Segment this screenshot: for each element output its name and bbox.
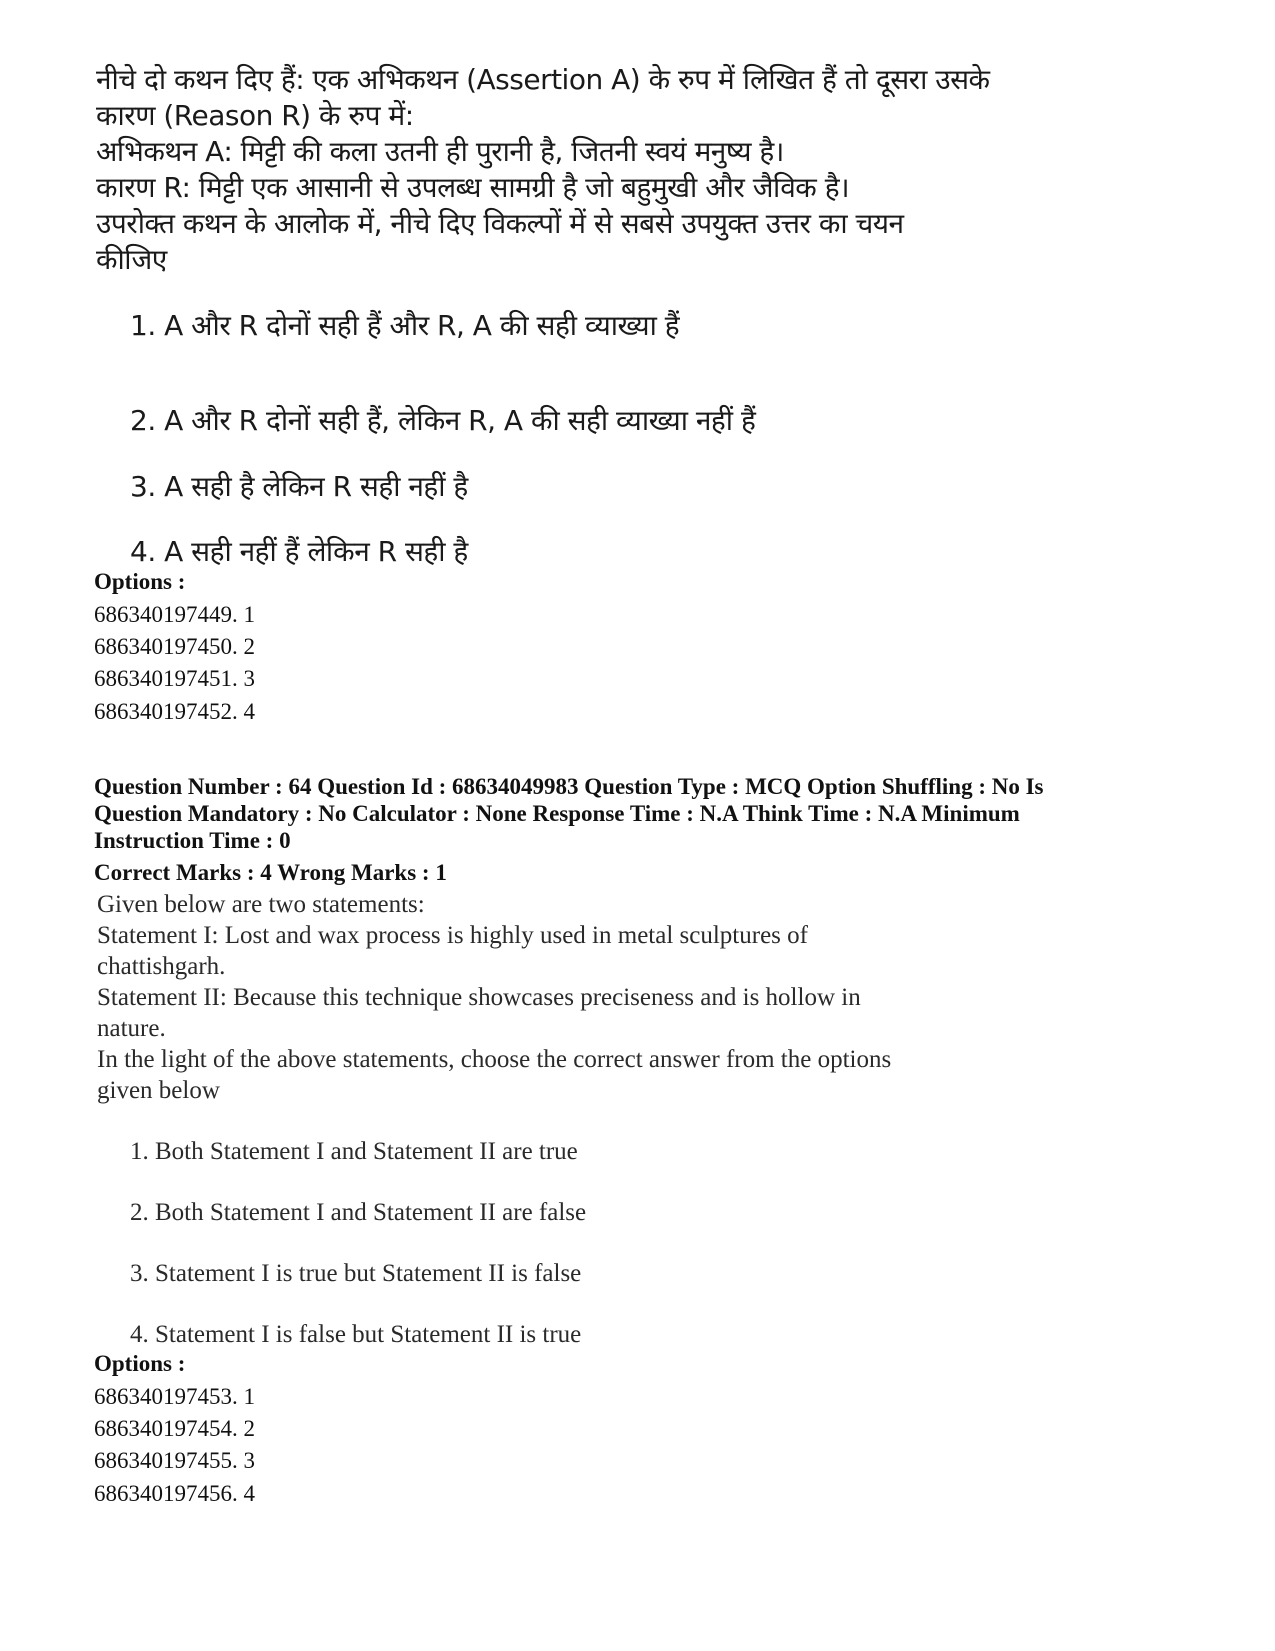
q64-instruction-line-1: In the light of the above statements, choose the correct answer from the options (97, 1046, 892, 1073)
q63-instruction-line-2: कीजिए (96, 243, 167, 276)
q63-choice-2: 2. A और R दोनों सही हैं, लेकिन R, A की सही व्याख्या नहीं हैं (130, 404, 756, 437)
q63-instruction-line-1: उपरोक्त कथन के आलोक में, नीचे दिए विकल्पों में से सबसे उपयुक्त उत्तर का चयन (96, 207, 904, 240)
q63-option-id-1: 686340197449. 1 (94, 602, 255, 627)
q64-marks: Correct Marks : 4 Wrong Marks : 1 (94, 860, 447, 885)
q64-option-id-2: 686340197454. 2 (94, 1416, 255, 1441)
q64-text-line-1: Given below are two statements: (97, 891, 425, 918)
q63-choice-4: 4. A सही नहीं हैं लेकिन R सही है (130, 535, 468, 568)
q64-statement-1-line-2: chattishgarh. (97, 953, 226, 980)
q64-meta-line-2: Question Mandatory : No Calculator : None Response Time : N.A Think Time : N.A Minimum (94, 801, 1020, 826)
q63-text-line-2: कारण (Reason R) के रुप में: (96, 99, 414, 132)
q64-option-id-3: 686340197455. 3 (94, 1448, 255, 1473)
q64-options-label: Options : (94, 1351, 186, 1376)
q64-statement-2-line-1: Statement II: Because this technique showcases preciseness and is hollow in (97, 984, 861, 1011)
q63-options-label: Options : (94, 569, 186, 594)
q64-option-id-4: 686340197456. 4 (94, 1481, 255, 1506)
q64-statement-1-line-1: Statement I: Lost and wax process is highly used in metal sculptures of (97, 922, 808, 949)
q63-text-line-1: नीचे दो कथन दिए हैं: एक अभिकथन (Assertion A) के रुप में लिखित हैं तो दूसरा उसके (96, 63, 990, 96)
q63-reason: कारण R: मिट्टी एक आसानी से उपलब्ध सामग्री है जो बहुमुखी और जैविक है। (96, 171, 850, 204)
q64-choice-3: 3. Statement I is true but Statement II is false (130, 1260, 582, 1287)
q64-instruction-line-2: given below (97, 1077, 220, 1104)
q64-choice-1: 1. Both Statement I and Statement II are true (130, 1138, 578, 1165)
q64-statement-2-line-2: nature. (97, 1015, 166, 1042)
q64-meta-line-1: Question Number : 64 Question Id : 68634049983 Question Type : MCQ Option Shuffling : No Is (94, 774, 1044, 799)
q64-choice-4: 4. Statement I is false but Statement II is true (130, 1321, 582, 1348)
q64-option-id-1: 686340197453. 1 (94, 1384, 255, 1409)
q63-option-id-2: 686340197450. 2 (94, 634, 255, 659)
q63-choice-3: 3. A सही है लेकिन R सही नहीं है (130, 470, 468, 503)
q64-choice-2: 2. Both Statement I and Statement II are false (130, 1199, 587, 1226)
q63-option-id-4: 686340197452. 4 (94, 699, 255, 724)
q63-assertion: अभिकथन A: मिट्टी की कला उतनी ही पुरानी है, जितनी स्वयं मनुष्य है। (96, 135, 784, 168)
q63-choice-1: 1. A और R दोनों सही हैं और R, A की सही व्याख्या हैं (130, 309, 680, 342)
q64-meta-line-3: Instruction Time : 0 (94, 828, 291, 853)
q63-option-id-3: 686340197451. 3 (94, 666, 255, 691)
